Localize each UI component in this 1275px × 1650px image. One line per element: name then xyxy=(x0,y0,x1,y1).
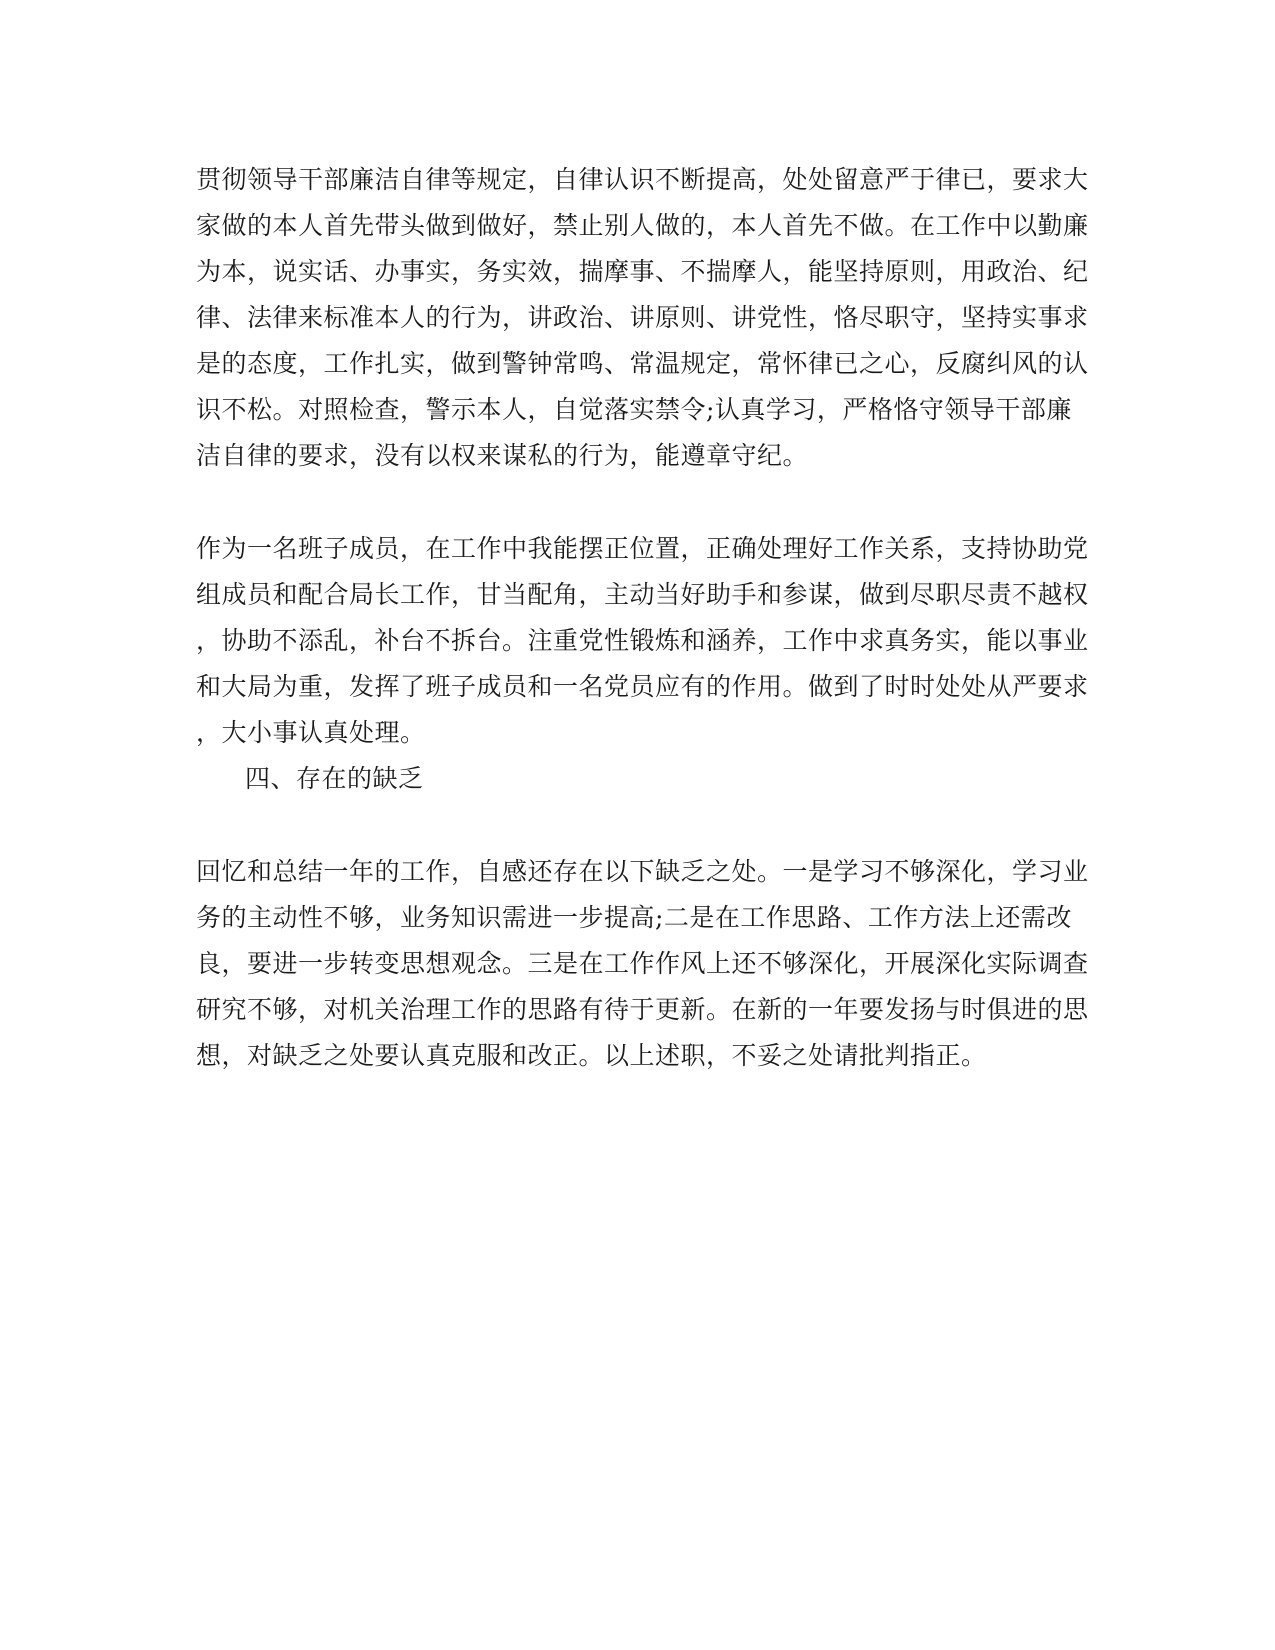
text-line: 为本，说实话、办事实，务实效，揣摩事、不揣摩人，能坚持原则，用政治、纪 xyxy=(196,257,1089,286)
text-line: 良，要进一步转变思想观念。三是在工作作风上还不够深化，开展深化实际调查 xyxy=(196,949,1089,978)
text-line: 洁自律的要求，没有以权来谋私的行为，能遵章守纪。 xyxy=(196,441,809,470)
text-line: 回忆和总结一年的工作，自感还存在以下缺乏之处。一是学习不够深化，学习业 xyxy=(196,857,1089,886)
text-line: 和大局为重，发挥了班子成员和一名党员应有的作用。做到了时时处处从严要求 xyxy=(196,672,1089,701)
section-heading: 四、存在的缺乏 xyxy=(245,764,424,793)
text-line: 作为一名班子成员，在工作中我能摆正位置，正确处理好工作关系，支持协助党 xyxy=(196,534,1089,563)
text-line: 家做的本人首先带头做到做好，禁止别人做的，本人首先不做。在工作中以勤廉 xyxy=(196,211,1089,240)
text-line: ，大小事认真处理。 xyxy=(196,718,426,747)
text-line: 律、法律来标准本人的行为，讲政治、讲原则、讲党性，恪尽职守，坚持实事求 xyxy=(196,303,1089,332)
text-line: ，协助不添乱，补台不拆台。注重党性锻炼和涵养，工作中求真务实，能以事业 xyxy=(196,626,1089,655)
text-line: 是的态度，工作扎实，做到警钟常鸣、常温规定，常怀律已之心，反腐纠风的认 xyxy=(196,349,1089,378)
text-line: 组成员和配合局长工作，甘当配角，主动当好助手和参谋，做到尽职尽责不越权 xyxy=(196,580,1089,609)
text-line: 识不松。对照检查，警示本人，自觉落实禁令;认真学习，严格恪守领导干部廉 xyxy=(196,395,1072,424)
text-line: 研究不够，对机关治理工作的思路有待于更新。在新的一年要发扬与时俱进的思 xyxy=(196,995,1089,1024)
text-line: 务的主动性不够，业务知识需进一步提高;二是在工作思路、工作方法上还需改 xyxy=(196,903,1072,932)
text-line: 贯彻领导干部廉洁自律等规定，自律认识不断提高，处处留意严于律已，要求大 xyxy=(196,165,1089,194)
text-line: 想，对缺乏之处要认真克服和改正。以上述职，不妥之处请批判指正。 xyxy=(196,1041,987,1070)
